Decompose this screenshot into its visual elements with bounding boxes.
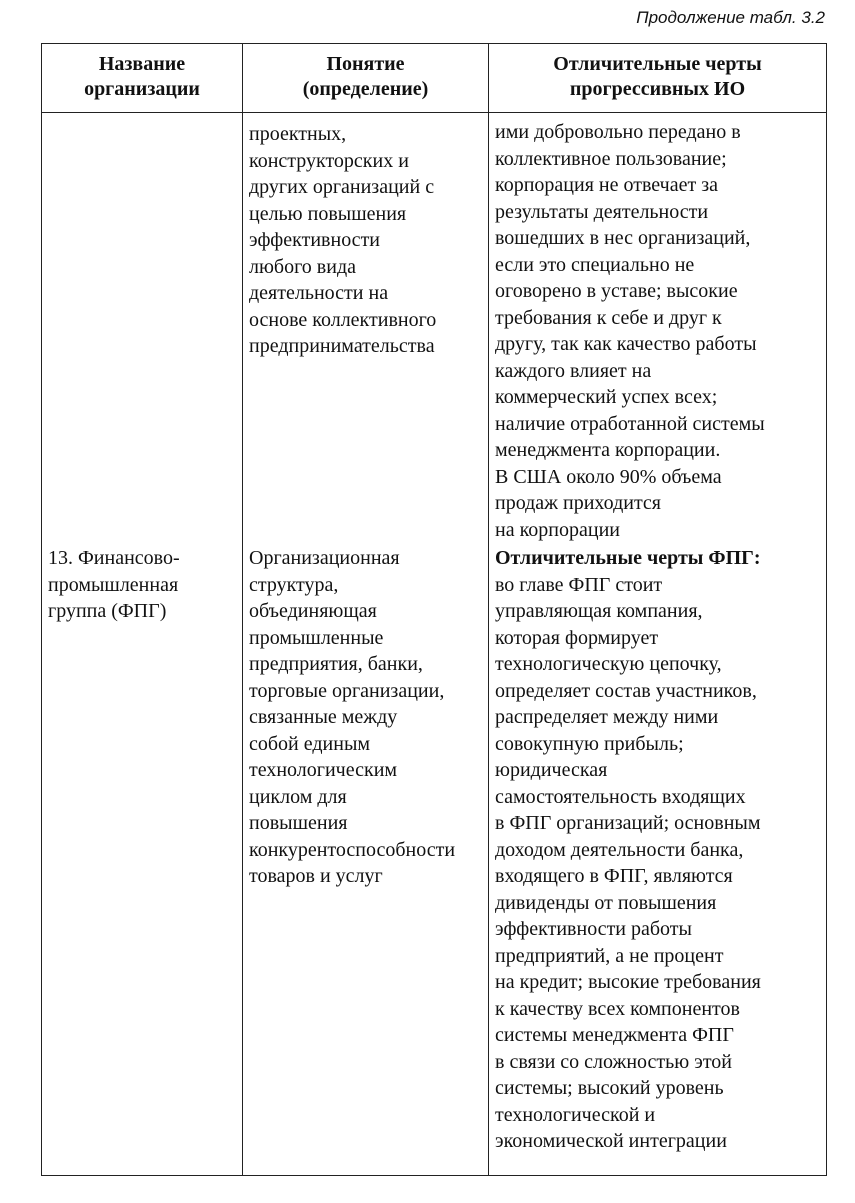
text-line: деятельности на (249, 282, 389, 304)
text-line: коммерческий успех всех; (495, 386, 718, 408)
text-line: циклом для (249, 785, 347, 808)
text-line: в ФПГ организаций; основным (495, 812, 761, 834)
text-line: в связи со сложностью этой (495, 1050, 733, 1073)
text-line: предпринимательства (249, 335, 435, 357)
text-line: распределяет между ними (495, 706, 719, 728)
text-line: к качеству всех компонентов (495, 997, 740, 1020)
text-line: управляющая компания, (495, 600, 703, 622)
definition-fpg (249, 545, 484, 890)
text-line: товаров и услуг (249, 865, 383, 887)
text-line: системы; высокий уровень (495, 1077, 724, 1099)
text-line: конструкторских и (249, 149, 409, 172)
text-line: повышения (249, 812, 348, 834)
text-line: менеджмента корпорации. (495, 439, 721, 461)
text-line: доходом деятельности банка, (495, 838, 744, 861)
features-cell (489, 113, 827, 1176)
text-line: технологической и (495, 1103, 656, 1126)
text-line: корпорация не отвечает за (495, 174, 718, 196)
table-caption: Продолжение табл. 3.2 (636, 8, 825, 27)
text-line: входящего в ФПГ, являются (495, 865, 733, 887)
definition-cell (243, 113, 489, 1176)
features-continued (495, 119, 822, 543)
organization-name-cell (42, 113, 243, 1176)
text-line: экономической интеграции (495, 1130, 727, 1152)
text-line: самостоятельность входящих (495, 785, 746, 808)
features-fpg (495, 545, 822, 1155)
text-line: требования к себе и друг к (495, 306, 722, 329)
text-line: продаж приходится (495, 492, 662, 514)
text-line: объединяющая (249, 600, 377, 622)
text-line: технологическую цепочку, (495, 653, 722, 675)
text-line: любого вида (249, 255, 357, 278)
text-line: предприятий, а не процент (495, 944, 724, 967)
text-line: торговые организации, (249, 679, 445, 702)
text-line: каждого влияет на (495, 359, 652, 382)
header-line: прогрессивных ИО (569, 78, 746, 100)
text-line: на корпорации (495, 518, 620, 541)
text-line: на кредит; высокие требования (495, 971, 761, 993)
text-line: юридическая (495, 759, 608, 781)
name-line: группа (ФПГ) (48, 600, 167, 622)
header-line: Понятие (326, 53, 405, 75)
text-line: структура, (249, 573, 339, 596)
text-line: ими добровольно передано в (495, 121, 741, 143)
name-line: 13. Финансово- (48, 547, 180, 569)
text-line: других организаций с (249, 176, 435, 198)
header-line: Отличительные черты (553, 53, 762, 75)
text-line: совокупную прибыль; (495, 732, 684, 755)
table-row (42, 113, 827, 1176)
text-line: собой единым (249, 732, 371, 755)
text-line: системы менеджмента ФПГ (495, 1024, 734, 1046)
text-line: основе коллективного (249, 308, 437, 331)
definition-continued (249, 121, 484, 360)
text-line: коллективное пользование; (495, 147, 727, 170)
features-heading: Отличительные черты ФПГ: (495, 547, 761, 569)
text-line: другу, так как качество работы (495, 333, 757, 355)
text-line: наличие отработанной системы (495, 412, 765, 435)
organizations-table (41, 43, 827, 1176)
text-line: промышленные (249, 626, 384, 649)
name-line: промышленная (48, 573, 179, 596)
text-line: эффективности работы (495, 918, 692, 940)
header-line: (определение) (302, 78, 429, 100)
header-definition (243, 44, 489, 113)
text-line: результаты деятельности (495, 200, 709, 223)
text-line: дивиденды от повышения (495, 891, 717, 914)
text-line: предприятия, банки, (249, 653, 423, 675)
text-line: если это специально не (495, 253, 695, 276)
text-line: проектных, (249, 123, 347, 145)
header-row (42, 44, 827, 113)
text-line: определяет состав участников, (495, 679, 757, 702)
header-line: Название (98, 53, 186, 75)
text-line: В США около 90% объема (495, 465, 722, 488)
text-line: целью повышения (249, 202, 407, 225)
text-line: технологическим (249, 759, 398, 781)
text-line: которая формирует (495, 626, 659, 649)
organization-name-13 (48, 545, 238, 625)
text-line: Организационная (249, 547, 400, 569)
text-line: связанные между (249, 706, 398, 728)
text-line: эффективности (249, 229, 381, 251)
text-line: конкурентоспособности (249, 838, 456, 861)
header-distinctive-features (489, 44, 827, 113)
text-line: оговорено в уставе; высокие (495, 280, 738, 302)
text-line: вошедших в нес организаций, (495, 227, 751, 249)
header-organization-name (42, 44, 243, 113)
header-line: организации (84, 78, 200, 100)
text-line: во главе ФПГ стоит (495, 573, 663, 596)
